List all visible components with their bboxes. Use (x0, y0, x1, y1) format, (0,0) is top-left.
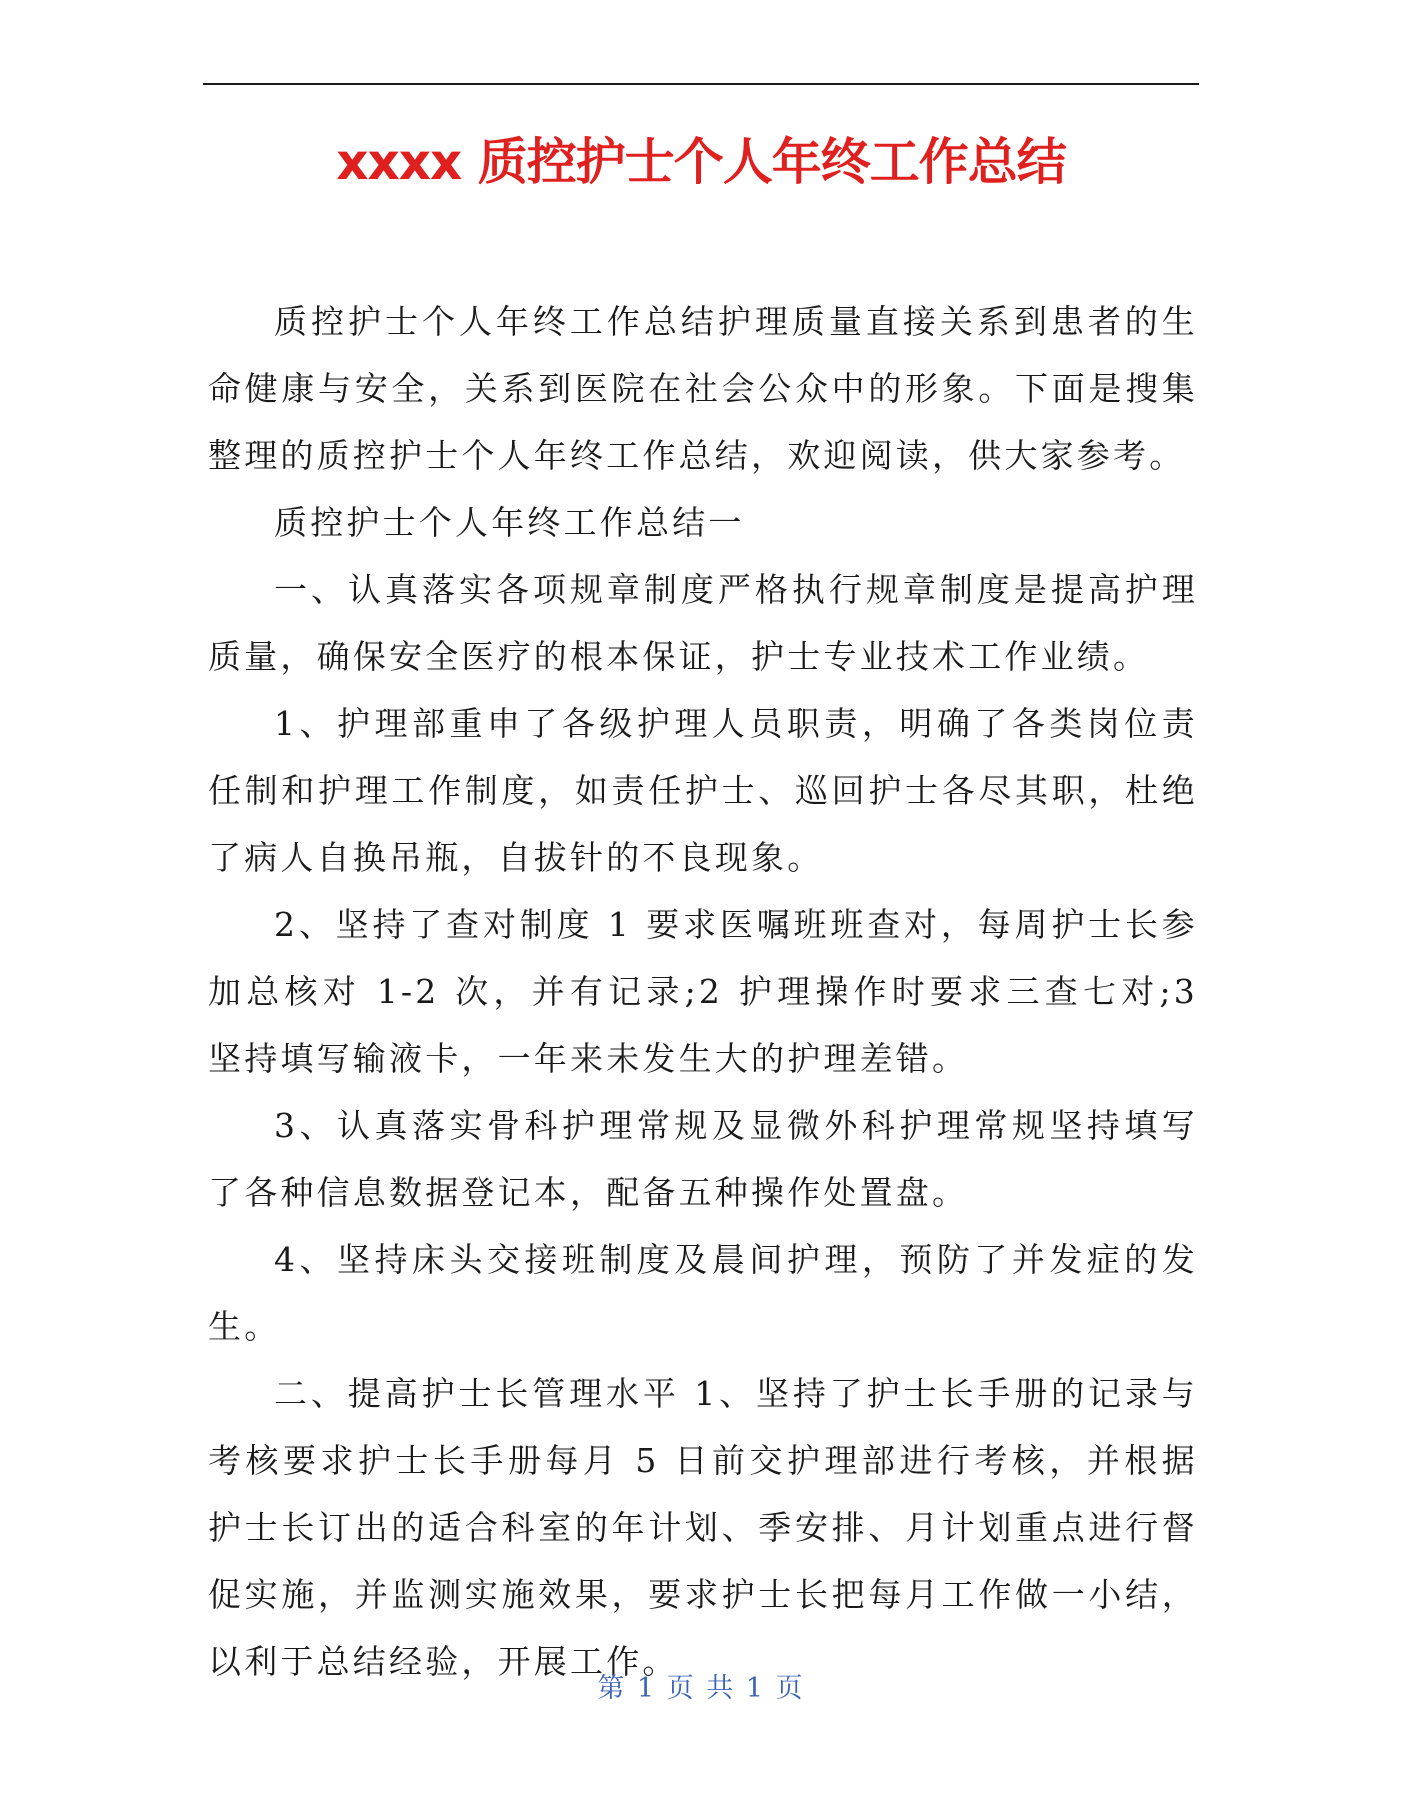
paragraph-item-3: 3、认真落实骨科护理常规及显微外科护理常规坚持填写了各种信息数据登记本，配备五种操作处置盘。 (208, 1106, 1198, 1212)
paragraph-item-4: 4、坚持床头交接班制度及晨间护理，预防了并发症的发生。 (208, 1240, 1198, 1346)
paragraph-section-2: 二、提高护士长管理水平 1、坚持了护士长手册的记录与考核要求护士长手册每月 5 日前交护理部进行考核，并根据护士长订出的适合科室的年计划、季安排、月计划重点进行督促实施，并监测实施效果，要求护士长把每月工作做一小结，以利于总结经验，开展工作。 (208, 1374, 1198, 1681)
paragraph-subtitle: 质控护士个人年终工作总结一 (274, 503, 745, 542)
paragraph-section-1: 一、认真落实各项规章制度严格执行规章制度是提高护理质量，确保安全医疗的根本保证，护士专业技术工作业绩。 (208, 570, 1198, 676)
paragraph-intro: 质控护士个人年终工作总结护理质量直接关系到患者的生命健康与安全，关系到医院在社会公众中的形象。下面是搜集整理的质控护士个人年终工作总结，欢迎阅读，供大家参考。 (208, 302, 1198, 475)
header-rule (203, 83, 1199, 85)
paragraph-item-1: 1、护理部重申了各级护理人员职责，明确了各类岗位责任制和护理工作制度，如责任护士、巡回护士各尽其职，杜绝了病人自换吊瓶，自拔针的不良现象。 (208, 704, 1198, 877)
paragraph-item-2: 2、坚持了查对制度 1 要求医嘱班班查对，每周护士长参加总核对 1-2 次，并有记录;2 护理操作时要求三查七对;3 坚持填写输液卡，一年来未发生大的护理差错。 (208, 905, 1198, 1078)
page-number-label: 第 1 页 共 1 页 (597, 1673, 805, 1704)
page-footer (203, 1669, 1199, 1709)
document-body (208, 288, 1198, 1695)
document-title: xxxx 质控护士个人年终工作总结 (336, 133, 1066, 191)
